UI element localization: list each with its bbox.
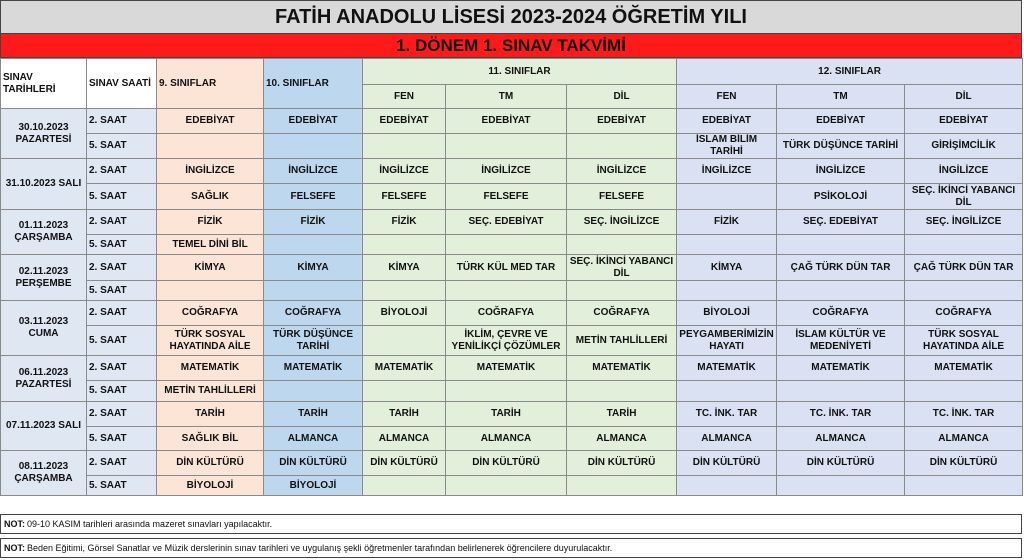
subject-cell[interactable]: EDEBİYAT [363,109,446,134]
subject-cell[interactable]: TARİH [446,402,567,427]
subject-cell[interactable]: TÜRK DÜŞÜNCE TARİHİ [777,134,905,159]
exam-date: 31.10.2023 SALI [5,178,82,189]
subject-cell[interactable] [677,281,777,301]
exam-date: 30.10.2023 [18,121,69,133]
exam-date: 01.11.2023 [18,220,69,231]
subject-cell[interactable] [905,281,1023,301]
header-grade-11[interactable]: 11. SINIFLAR [363,59,677,85]
subject-cell[interactable]: TARİH [567,402,677,427]
subject-cell[interactable]: MATEMATİK [446,356,567,381]
note-2-text: Beden Eğitimi, Görsel Sanatlar ve Müzik derslerinin sınav tarihleri ve uygulanış şekli öğretmenler tarafından belirlenerek öğrencilere duyurulacaktır. [27,543,613,553]
table-row [1,134,1023,159]
subject-cell[interactable]: METİN TAHLİLLERİ [567,326,677,356]
subject-cell[interactable] [777,381,905,402]
subject-cell[interactable]: SAĞLIK [157,184,264,210]
subject-cell[interactable]: ÇAĞ TÜRK DÜN TAR [905,255,1023,281]
subject-cell[interactable]: FELSEFE [363,184,446,210]
subject-cell[interactable] [446,476,567,496]
subject-cell[interactable] [446,134,567,159]
subject-cell[interactable]: METİN TAHLİLLERİ [157,381,264,402]
exam-date-cell[interactable] [1,109,87,159]
subject-cell[interactable]: İNGİLİZCE [157,159,264,184]
page-title[interactable]: FATİH ANADOLU LİSESİ 2023-2024 ÖĞRETİM YILI [0,0,1022,34]
subject-cell[interactable]: PSİKOLOJİ [777,184,905,210]
header-dates[interactable]: SINAV TARİHLERİ [1,59,87,109]
subject-cell[interactable]: TÜRK DÜŞÜNCE TARİHİ [264,326,363,356]
subject-cell[interactable]: COĞRAFYA [905,301,1023,326]
subject-cell[interactable] [363,134,446,159]
subject-cell[interactable]: İKLİM, ÇEVRE VE YENİLİKÇİ ÇÖZÜMLER [446,326,567,356]
subject-cell[interactable]: İSLAM KÜLTÜR VE MEDENİYETİ [777,326,905,356]
subject-cell[interactable]: İNGİLİZCE [567,159,677,184]
subject-cell[interactable]: BİYOLOJİ [363,301,446,326]
subject-cell[interactable]: SEÇ. İNGİLİZCE [567,210,677,235]
subject-cell[interactable]: TARİH [157,402,264,427]
subject-cell[interactable] [777,235,905,255]
table-row [1,402,1023,427]
header-12-tm[interactable]: TM [777,85,905,109]
subject-cell[interactable]: İNGİLİZCE [777,159,905,184]
subject-cell[interactable]: TC. İNK. TAR [777,402,905,427]
table-row [1,255,1023,281]
exam-day: PAZARTESİ [15,378,72,390]
header-grade-12[interactable]: 12. SINIFLAR [677,59,1023,85]
subject-cell[interactable]: MATEMATİK [777,356,905,381]
subject-cell[interactable]: İNGİLİZCE [905,159,1023,184]
table-row [1,210,1023,235]
subject-cell[interactable]: EDEBİYAT [446,109,567,134]
table-row [1,281,1023,301]
subject-cell[interactable]: EDEBİYAT [777,109,905,134]
header-grade-9[interactable]: 9. SINIFLAR [157,59,264,109]
subject-cell[interactable]: FİZİK [363,210,446,235]
subject-cell[interactable]: COĞRAFYA [157,301,264,326]
table-row [1,356,1023,381]
subject-cell[interactable] [446,381,567,402]
subject-cell[interactable]: DİN KÜLTÜRÜ [677,451,777,476]
subject-cell[interactable]: KİMYA [264,255,363,281]
exam-date: 07.11.2023 SALI [5,420,82,431]
subject-cell[interactable] [446,235,567,255]
subject-cell[interactable] [905,381,1023,402]
subject-cell[interactable] [264,134,363,159]
subject-cell[interactable]: BİYOLOJİ [264,476,363,496]
note-2[interactable] [0,538,1022,558]
subject-cell[interactable] [777,476,905,496]
subject-cell[interactable] [363,235,446,255]
subject-cell[interactable]: EDEBİYAT [905,109,1023,134]
exam-hour-cell[interactable]: 5. SAAT [87,184,157,210]
subject-cell[interactable]: PEYGAMBERİMİZİN HAYATI [677,326,777,356]
subject-cell[interactable]: ALMANCA [905,427,1023,451]
subject-cell[interactable]: TARİH [363,402,446,427]
subject-cell[interactable] [567,134,677,159]
table-row [1,184,1023,210]
subject-cell[interactable] [363,381,446,402]
subject-cell[interactable]: İNGİLİZCE [446,159,567,184]
subject-cell[interactable]: EDEBİYAT [677,109,777,134]
subject-cell[interactable]: DİN KÜLTÜRÜ [157,451,264,476]
subject-cell[interactable]: İNGİLİZCE [677,159,777,184]
subject-cell[interactable] [157,281,264,301]
exam-hour-cell[interactable]: 5. SAAT [87,281,157,301]
subject-cell[interactable]: MATEMATİK [677,356,777,381]
exam-date: 08.11.2023 [18,461,69,472]
header-hours[interactable]: SINAV SAATİ [87,59,157,109]
subject-cell[interactable] [905,476,1023,496]
subject-cell[interactable]: MATEMATİK [905,356,1023,381]
subject-cell[interactable]: KİMYA [363,255,446,281]
exam-hour-cell[interactable]: 5. SAAT [87,476,157,496]
exam-date-cell[interactable] [1,402,87,451]
exam-date: 02.11.2023 [18,265,69,277]
subject-cell[interactable] [567,476,677,496]
exam-hour-cell[interactable]: 2. SAAT [87,210,157,235]
table-row [1,476,1023,496]
subject-cell[interactable]: DİN KÜLTÜRÜ [567,451,677,476]
table-row [1,301,1023,326]
subject-cell[interactable]: ALMANCA [363,427,446,451]
subject-cell[interactable]: ALMANCA [567,427,677,451]
subject-cell[interactable]: BİYOLOJİ [157,476,264,496]
subject-cell[interactable]: EDEBİYAT [567,109,677,134]
exam-date-cell[interactable] [1,210,87,255]
subject-cell[interactable]: ALMANCA [264,427,363,451]
subject-cell[interactable]: COĞRAFYA [446,301,567,326]
exam-schedule-table [0,58,1023,496]
exam-hour-cell[interactable]: 2. SAAT [87,402,157,427]
subject-cell[interactable] [264,281,363,301]
subject-cell[interactable]: EDEBİYAT [264,109,363,134]
subject-cell[interactable]: DİN KÜLTÜRÜ [446,451,567,476]
subject-cell[interactable] [567,281,677,301]
table-row [1,381,1023,402]
subject-cell[interactable]: MATEMATİK [567,356,677,381]
subject-cell[interactable]: MATEMATİK [157,356,264,381]
subject-cell[interactable] [264,381,363,402]
subject-cell[interactable] [157,134,264,159]
subject-cell[interactable]: FELSEFE [567,184,677,210]
subject-cell[interactable] [677,476,777,496]
note-1[interactable] [0,514,1022,534]
note-2-label: NOT: [4,543,25,553]
exam-date-cell[interactable] [1,356,87,402]
subject-cell[interactable] [677,381,777,402]
header-12-fen[interactable]: FEN [677,85,777,109]
exam-hour-cell[interactable]: 2. SAAT [87,356,157,381]
subject-cell[interactable]: TÜRK SOSYAL HAYATINDA AİLE [905,326,1023,356]
subject-cell[interactable]: SEÇ. İNGİLİZCE [905,210,1023,235]
subject-cell[interactable]: COĞRAFYA [567,301,677,326]
subject-cell[interactable] [905,235,1023,255]
header-11-tm[interactable]: TM [446,85,567,109]
subject-cell[interactable] [567,235,677,255]
subject-cell[interactable]: TC. İNK. TAR [905,402,1023,427]
subject-cell[interactable]: SEÇ. İKİNCİ YABANCI DİL [905,184,1023,210]
exam-hour-cell[interactable]: 5. SAAT [87,427,157,451]
subject-cell[interactable]: TEMEL DİNİ BİL [157,235,264,255]
subject-cell[interactable] [264,235,363,255]
subject-cell[interactable]: TARİH [264,402,363,427]
subject-cell[interactable]: SEÇ. EDEBİYAT [777,210,905,235]
subject-cell[interactable] [363,281,446,301]
subject-cell[interactable]: MATEMATİK [264,356,363,381]
exam-date-cell[interactable] [1,159,87,210]
subject-cell[interactable] [567,381,677,402]
table-row [1,159,1023,184]
subject-cell[interactable]: FİZİK [677,210,777,235]
exam-day: ÇARŞAMBA [14,232,73,243]
subject-cell[interactable]: SEÇ. İKİNCİ YABANCI DİL [567,255,677,281]
exam-day: PERŞEMBE [15,277,72,289]
page-subtitle[interactable]: 1. DÖNEM 1. SINAV TAKVİMİ [0,34,1022,58]
subject-cell[interactable]: ALMANCA [777,427,905,451]
subject-cell[interactable]: EDEBİYAT [157,109,264,134]
subject-cell[interactable]: SAĞLIK BİL [157,427,264,451]
subject-cell[interactable]: DİN KÜLTÜRÜ [777,451,905,476]
subject-cell[interactable]: GİRİŞİMCİLİK [905,134,1023,159]
subject-cell[interactable]: KİMYA [157,255,264,281]
subject-cell[interactable]: COĞRAFYA [264,301,363,326]
exam-hour-cell[interactable]: 2. SAAT [87,159,157,184]
exam-hour-cell[interactable]: 5. SAAT [87,134,157,159]
subject-cell[interactable]: TÜRK SOSYAL HAYATINDA AİLE [157,326,264,356]
subject-cell[interactable] [777,281,905,301]
note-1-label: NOT: [4,519,25,529]
header-11-fen[interactable]: FEN [363,85,446,109]
subject-cell[interactable] [677,235,777,255]
exam-day: ÇARŞAMBA [14,473,73,484]
subject-cell[interactable]: BİYOLOJİ [677,301,777,326]
subject-cell[interactable]: FELSEFE [264,184,363,210]
exam-hour-cell[interactable]: 2. SAAT [87,451,157,476]
subject-cell[interactable] [446,281,567,301]
exam-date-cell[interactable] [1,451,87,496]
note-1-text: 09-10 KASIM tarihleri arasında mazeret sınavları yapılacaktır. [27,519,273,529]
table-row [1,109,1023,134]
exam-date: 03.11.2023 [18,316,69,327]
table-row [1,235,1023,255]
subject-cell[interactable]: DİN KÜLTÜRÜ [264,451,363,476]
subject-cell[interactable]: ÇAĞ TÜRK DÜN TAR [777,255,905,281]
subject-cell[interactable]: TC. İNK. TAR [677,402,777,427]
subject-cell[interactable]: DİN KÜLTÜRÜ [363,451,446,476]
subject-cell[interactable]: İSLAM BİLİM TARİHİ [677,134,777,159]
subject-cell[interactable]: DİN KÜLTÜRÜ [905,451,1023,476]
subject-cell[interactable] [677,184,777,210]
subject-cell[interactable]: İNGİLİZCE [264,159,363,184]
header-11-dil[interactable]: DİL [567,85,677,109]
subject-cell[interactable]: TÜRK KÜL MED TAR [446,255,567,281]
header-grade-10[interactable]: 10. SINIFLAR [264,59,363,109]
subject-cell[interactable]: FELSEFE [446,184,567,210]
header-12-dil[interactable]: DİL [905,85,1023,109]
exam-day: CUMA [28,328,59,339]
subject-cell[interactable]: FİZİK [264,210,363,235]
table-row [1,427,1023,451]
exam-hour-cell[interactable]: 5. SAAT [87,235,157,255]
exam-date-cell[interactable] [1,301,87,356]
table-row [1,326,1023,356]
exam-date: 06.11.2023 [18,366,69,378]
subject-cell[interactable]: COĞRAFYA [777,301,905,326]
exam-hour-cell[interactable]: 2. SAAT [87,301,157,326]
exam-hour-cell[interactable]: 5. SAAT [87,381,157,402]
subject-cell[interactable]: ALMANCA [677,427,777,451]
subject-cell[interactable]: MATEMATİK [363,356,446,381]
exam-date-cell[interactable] [1,255,87,301]
subject-cell[interactable] [363,476,446,496]
subject-cell[interactable]: ALMANCA [446,427,567,451]
subject-cell[interactable]: İNGİLİZCE [363,159,446,184]
subject-cell[interactable]: FİZİK [157,210,264,235]
table-row [1,451,1023,476]
subject-cell[interactable]: SEÇ. EDEBİYAT [446,210,567,235]
subject-cell[interactable] [363,326,446,356]
exam-hour-cell[interactable]: 5. SAAT [87,326,157,356]
exam-hour-cell[interactable]: 2. SAAT [87,109,157,134]
exam-day: PAZARTESİ [15,133,72,145]
subject-cell[interactable]: KİMYA [677,255,777,281]
exam-hour-cell[interactable]: 2. SAAT [87,255,157,281]
